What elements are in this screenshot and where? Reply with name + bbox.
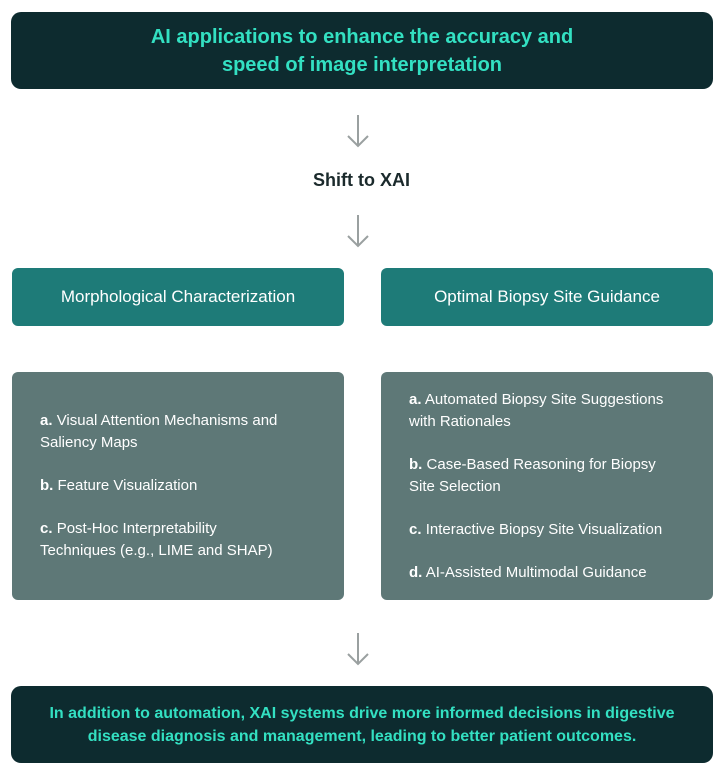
down-arrow-icon	[346, 631, 370, 667]
top-statement-box	[11, 12, 713, 89]
right-header-label: Optimal Biopsy Site Guidance	[434, 287, 660, 306]
item-text: Visual Attention Mechanisms and	[56, 412, 278, 429]
item-text: Techniques (e.g., LIME and SHAP)	[40, 542, 273, 559]
item-text: Saliency Maps	[40, 434, 138, 451]
conclusion-box	[11, 686, 713, 763]
item-text: Site Selection	[409, 477, 501, 495]
item-letter: b.	[40, 477, 54, 494]
biopsy-site-guidance-header	[381, 268, 713, 326]
down-arrow-icon	[346, 213, 370, 249]
shift-to-xai-label: Shift to XAI	[313, 170, 410, 190]
item-text: Interactive Biopsy Site Visualization	[425, 520, 663, 538]
conclusion-line-2: disease diagnosis and management, leading to better patient outcomes.	[87, 727, 637, 745]
item-letter: c.	[409, 520, 422, 538]
top-statement-line-1: AI applications to enhance the accuracy and	[150, 25, 574, 48]
morphological-characterization-list	[12, 372, 344, 600]
item-letter: b.	[409, 455, 423, 473]
list-item	[40, 475, 326, 497]
item-letter: a.	[40, 412, 53, 429]
down-arrow-icon	[346, 113, 370, 149]
item-text: Post-Hoc Interpretability	[56, 520, 217, 537]
list-item	[40, 518, 326, 562]
conclusion-line-1: In addition to automation, XAI systems drive more informed decisions in digestive	[49, 704, 675, 722]
item-letter: d.	[409, 563, 423, 581]
morphological-characterization-header	[12, 268, 344, 326]
item-text: Case-Based Reasoning for Biopsy	[426, 455, 656, 473]
item-letter: c.	[40, 520, 53, 537]
list-item	[409, 519, 695, 541]
list-item	[40, 410, 326, 454]
list-item	[409, 562, 695, 584]
list-item	[409, 454, 695, 498]
item-text: with Rationales	[409, 412, 511, 430]
item-text: Feature Visualization	[57, 477, 198, 494]
top-statement-line-2: speed of image interpretation	[221, 53, 503, 76]
list-item	[409, 389, 695, 433]
biopsy-site-guidance-list	[381, 372, 713, 600]
item-letter: a.	[409, 390, 422, 408]
item-text: Automated Biopsy Site Suggestions	[424, 390, 664, 408]
left-header-label: Morphological Characterization	[60, 287, 296, 306]
item-text: AI-Assisted Multimodal Guidance	[425, 563, 647, 581]
